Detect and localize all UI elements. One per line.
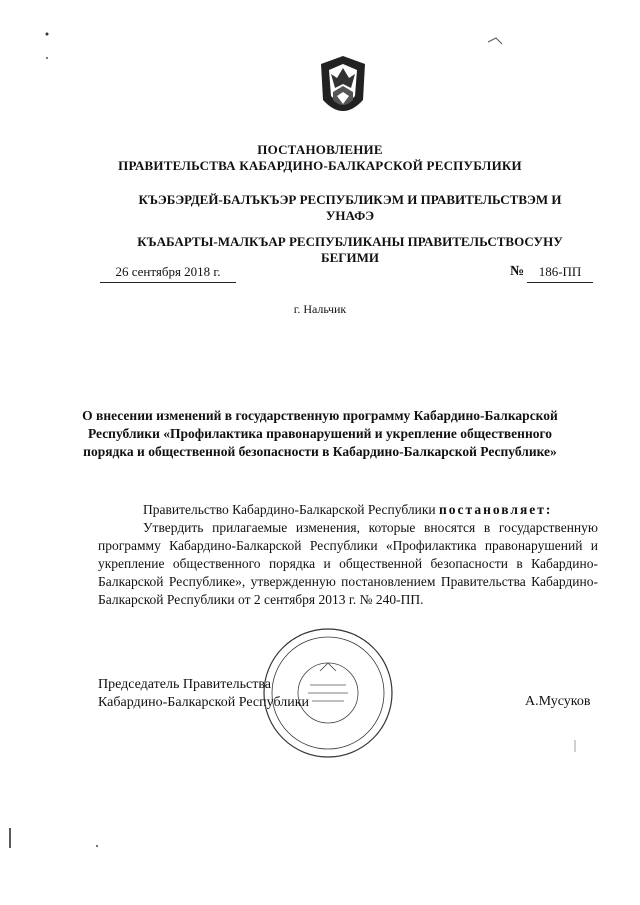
coat-of-arms-icon <box>313 52 373 124</box>
signer-name: А.Мусуков <box>525 694 591 709</box>
document-title <box>0 142 640 174</box>
body-paragraph: Утвердить прилагаемые изменения, которые вносятся в государственную программу Кабардино-Балкарской Республики «Профилактика правонарушений и укрепление общественного порядка и общественной безопасности в Кабардино-Балкарской Республике», утвержденную постановлением Правительства Кабардино-Балкарской Республики от 2 сентября 2013 г. № 240-ПП. <box>98 520 598 607</box>
document-number: 186-ПП <box>527 264 593 283</box>
decree-subject: Правительство Кабардино-Балкарской Республики <box>143 502 436 517</box>
signer-title-line1: Председатель Правительства <box>98 677 271 692</box>
document-date: 26 сентября 2018 г. <box>100 264 236 283</box>
resolution-heading <box>0 407 640 461</box>
signer-title <box>98 676 309 712</box>
doc-type: ПОСТАНОВЛЕНИЕ <box>257 142 383 157</box>
signer-title-line2: Кабардино-Балкарской Республики <box>98 695 309 710</box>
number-label: № <box>510 264 525 279</box>
kabardian-title: КЪЭБЭРДЕЙ-БАЛЪКЪЭР РЕСПУБЛИКЭМ И ПРАВИТЕЛЬСТВЭМ И УНАФЭ <box>138 192 562 223</box>
city: г. Нальчик <box>293 302 347 316</box>
balkar-title: КЪАБАРТЫ-МАЛКЪАР РЕСПУБЛИКАНЫ ПРАВИТЕЛЬСТВОСУНУ БЕГИМИ <box>137 234 563 265</box>
heading-text: О внесении изменений в государственную программу Кабардино-Балкарской Республики «Профилактика правонарушений и укрепление общественного порядка и общественной безопасности в Кабардино-Балкарской Республике» <box>82 408 558 459</box>
decree-line <box>98 501 598 519</box>
decree-verb: постановляет: <box>439 502 553 517</box>
government-name: ПРАВИТЕЛЬСТВА КАБАРДИНО-БАЛКАРСКОЙ РЕСПУБЛИКИ <box>118 158 522 173</box>
